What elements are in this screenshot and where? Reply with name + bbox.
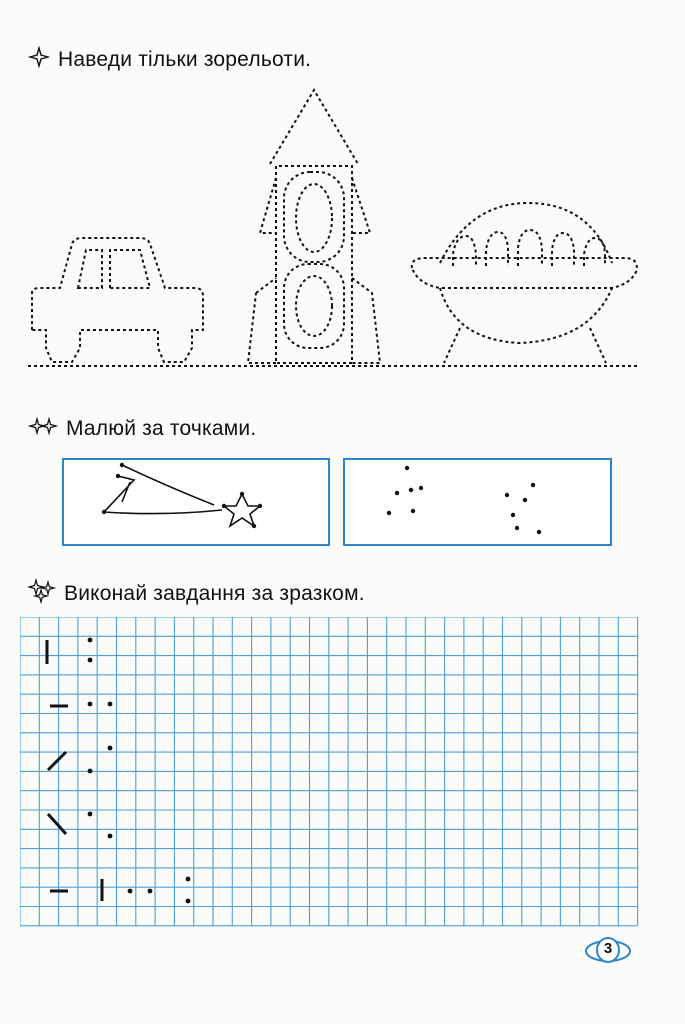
task-1-text: Наведи тільки зорельоти. xyxy=(58,48,312,71)
sparkle-star-icon xyxy=(28,46,50,74)
sample-dot xyxy=(88,638,93,643)
sample-dot xyxy=(128,889,133,894)
trace-scene xyxy=(0,88,685,378)
car-outline xyxy=(32,238,203,362)
sample-dot xyxy=(88,769,93,774)
exercise-grid xyxy=(20,617,640,929)
example-comet-panel xyxy=(62,458,330,546)
sample-dot xyxy=(186,877,191,882)
comet-drawing xyxy=(64,460,328,544)
task-3-heading xyxy=(28,578,365,610)
dots-panel xyxy=(343,458,612,546)
sample-dot xyxy=(108,702,113,707)
sample-dot xyxy=(148,889,153,894)
sample-stroke xyxy=(48,752,66,770)
sample-dot xyxy=(88,702,93,707)
sample-dot xyxy=(186,899,191,904)
task-2-text: Малюй за точками. xyxy=(66,417,257,440)
task-1-heading xyxy=(28,46,311,74)
double-star-icon xyxy=(28,415,58,443)
sample-dot xyxy=(88,812,93,817)
triple-star-icon xyxy=(28,578,56,610)
sample-dot xyxy=(88,658,93,663)
sample-dot xyxy=(108,746,113,751)
rocket-outline xyxy=(248,90,380,363)
saucer-outline xyxy=(412,203,637,363)
sample-dot xyxy=(108,834,113,839)
sample-stroke xyxy=(48,814,66,834)
task-2-heading xyxy=(28,415,256,443)
task-3-text: Виконай завдання за зразком. xyxy=(64,582,365,605)
dots-drawing xyxy=(345,460,610,544)
page-number: 3 xyxy=(603,940,613,957)
